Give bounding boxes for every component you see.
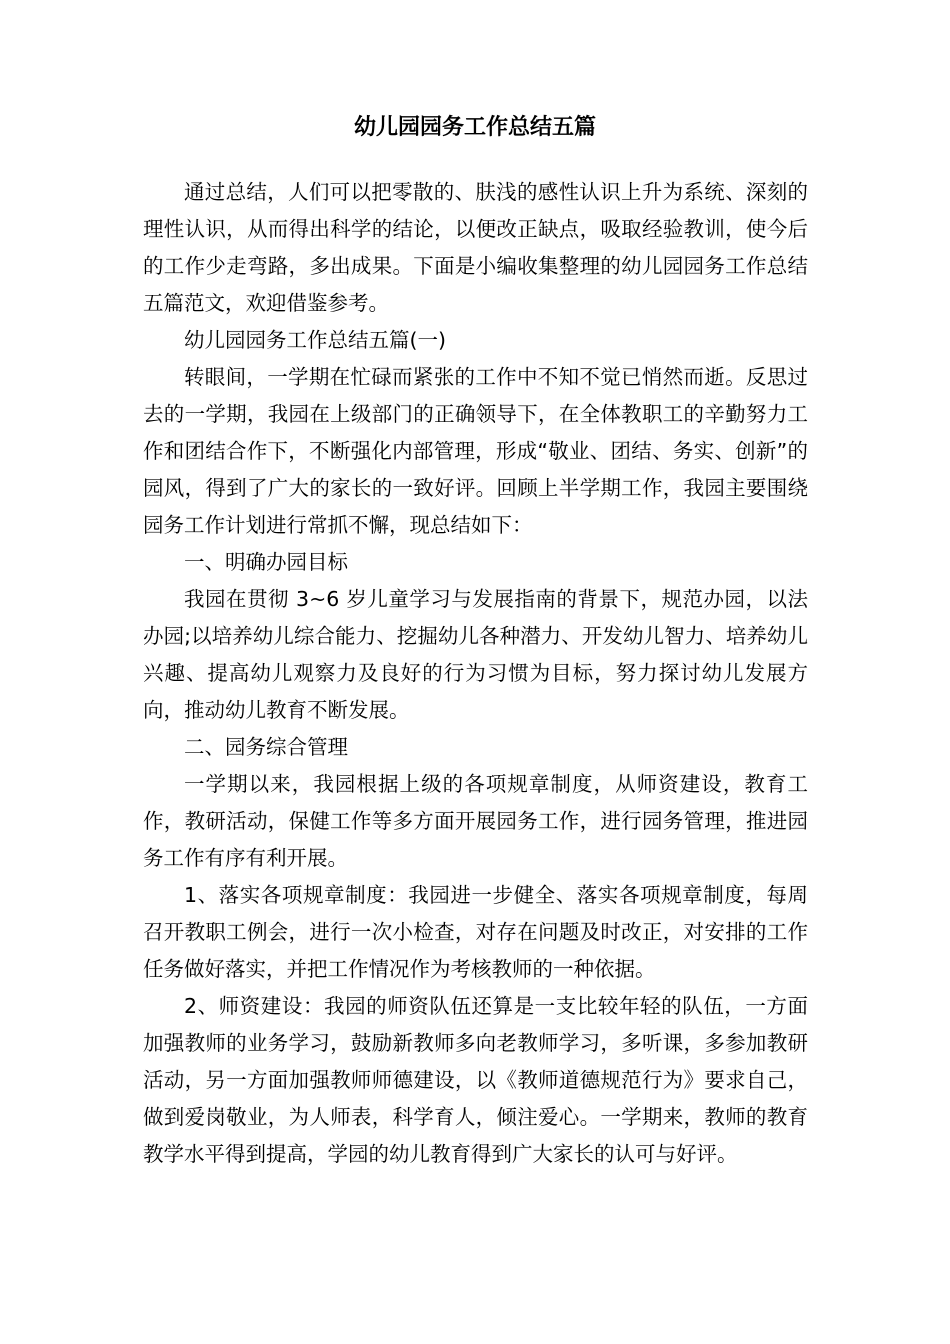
section-heading-part-one: 幼儿园园务工作总结五篇(一): [184, 328, 446, 352]
intro-paragraph: 通过总结，人们可以把零散的、肤浅的感性认识上升为系统、深刻的理性认识，从而得出科学的结论，以便改正缺点，吸取经验教训，使今后的工作少走弯路，多出成果。下面是小编收集整理的幼儿园园务工作总结五篇范文，欢迎借鉴参考。: [143, 180, 808, 315]
document-body: [143, 174, 808, 1173]
rules-paragraph: 1、落实各项规章制度：我园进一步健全、落实各项规章制度，每周召开教职工例会，进行一次小检查，对存在问题及时改正，对安排的工作任务做好落实，并把工作情况作为考核教师的一种依据。: [143, 883, 808, 981]
opening-paragraph: 转眼间，一学期在忙碌而紧张的工作中不知不觉已悄然而逝。反思过去的一学期，我园在上级部门的正确领导下，在全体教职工的辛勤努力工作和团结合作下，不断强化内部管理，形成“敬业、团结、务实、创新”的园风，得到了广大的家长的一致好评。回顾上半学期工作，我园主要围绕园务工作计划进行常抓不懈，现总结如下：: [143, 365, 808, 537]
document-title: 幼儿园园务工作总结五篇: [353, 115, 596, 140]
heading-management: 二、园务综合管理: [184, 735, 348, 759]
staff-paragraph: 2、师资建设：我园的师资队伍还算是一支比较年轻的队伍，一方面加强教师的业务学习，鼓励新教师多向老教师学习，多听课，多参加教研活动，另一方面加强教师师德建设，以《教师道德规范行为》要求自己，做到爱岗敬业，为人师表，科学育人，倾注爱心。一学期来，教师的教育教学水平得到提高，学园的幼儿教育得到广大家长的认可与好评。: [143, 994, 808, 1166]
management-paragraph: 一学期以来，我园根据上级的各项规章制度，从师资建设，教育工作，教研活动，保健工作等多方面开展园务工作，进行园务管理，推进园务工作有序有利开展。: [143, 772, 808, 870]
goals-paragraph: 我园在贯彻 3~6 岁儿童学习与发展指南的背景下，规范办园，以法办园;以培养幼儿综合能力、挖掘幼儿各种潜力、开发幼儿智力、培养幼儿兴趣、提高幼儿观察力及良好的行为习惯为目标，努力探讨幼儿发展方向，推动幼儿教育不断发展。: [143, 587, 808, 722]
heading-goals: 一、明确办园目标: [184, 550, 348, 574]
